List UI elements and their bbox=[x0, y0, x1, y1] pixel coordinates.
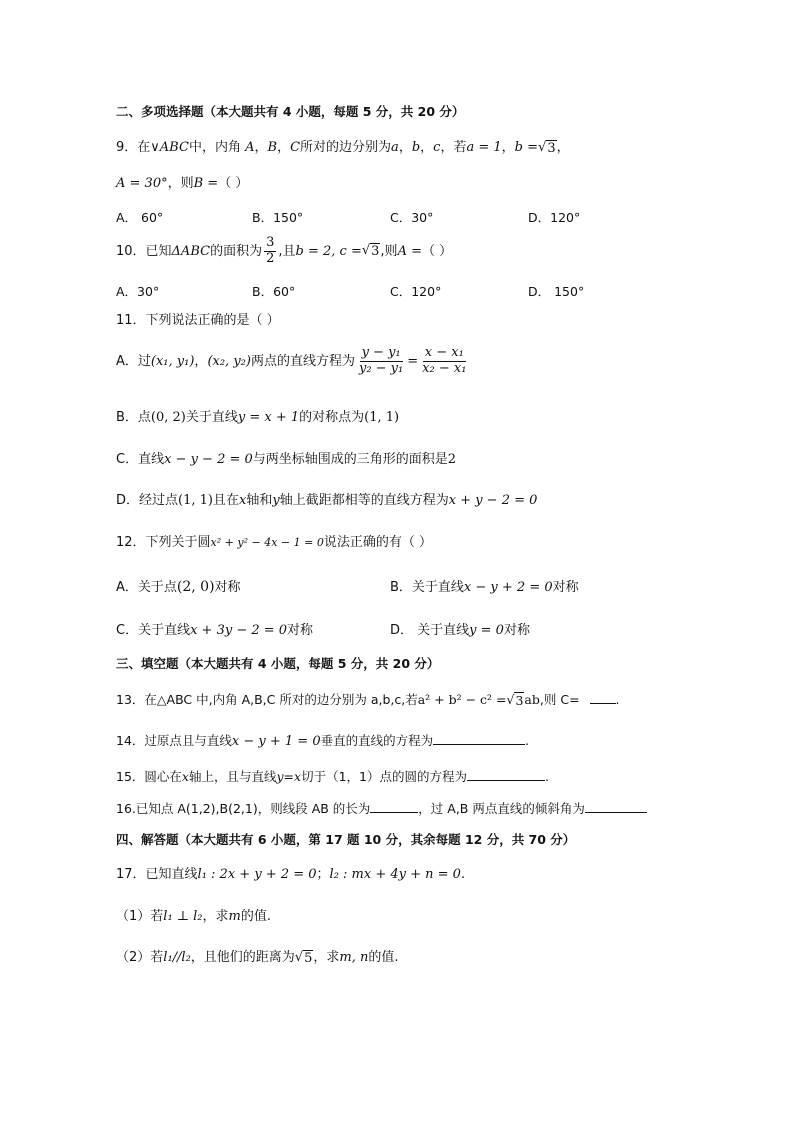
q12-c-line: x + 3y − 2 = 0 bbox=[190, 623, 288, 638]
q17-p2-prefix: （2）若 bbox=[116, 950, 164, 965]
q12-d-line: y = 0 bbox=[469, 623, 504, 638]
q11-b-text-2: 的对称点为 bbox=[299, 410, 365, 425]
q11-b-text-1: 关于直线 bbox=[185, 410, 238, 425]
q12-c-text: 对称 bbox=[287, 623, 314, 638]
q17-p1-end: 的值. bbox=[240, 909, 271, 924]
q11-d-x: x bbox=[238, 493, 247, 508]
q9-option-c: C．30° bbox=[390, 210, 434, 225]
q9-angle-a: A bbox=[245, 140, 255, 155]
q11-c-value: 2 bbox=[447, 452, 457, 467]
q17-line-2: l₂ : mx + 4y + n = 0 bbox=[329, 867, 461, 882]
q16-prefix: 16.已知点 A(1,2),B(2,1)，则线段 AB 的长为 bbox=[116, 801, 371, 816]
q10-sqrt-value: 3 bbox=[371, 244, 380, 260]
q11-a-point-2: (x₂, y₂) bbox=[207, 353, 251, 369]
q12-option-d bbox=[390, 619, 530, 638]
q17-p2-text-2: ，求 bbox=[313, 950, 340, 965]
q11-option-a bbox=[116, 346, 470, 377]
question-9-stem: 9．在∨ABC中，内角 A，B，C所对的边分别为a，b，c，若a = 1，b = √ 3 ， bbox=[116, 140, 570, 156]
q10-option-c: C．120° bbox=[390, 284, 442, 299]
q17-sep: ； bbox=[316, 867, 330, 882]
q17-p1-m: m bbox=[228, 909, 241, 924]
q10-ask: A = bbox=[397, 243, 422, 259]
q14-answer-blank[interactable] bbox=[433, 743, 525, 745]
q11-a-point-1: (x₁, y₁) bbox=[150, 353, 195, 369]
q16-text: ，过 A,B 两点直线的倾斜角为 bbox=[418, 801, 585, 816]
question-15 bbox=[116, 769, 549, 784]
q11-option-d bbox=[116, 493, 537, 509]
q11-a-prefix: A．过 bbox=[116, 353, 151, 369]
question-10-stem bbox=[116, 236, 452, 267]
q9-condition-2: b = bbox=[514, 140, 539, 155]
q17-p1-prefix: （1）若 bbox=[116, 909, 164, 924]
q17-prefix: 17．已知直线 bbox=[116, 867, 198, 882]
q11-d-text-2: 轴和 bbox=[246, 493, 273, 508]
q9-condition-1: a = 1 bbox=[466, 140, 502, 155]
q10-frac-den: 2 bbox=[266, 250, 275, 266]
q15-prefix: 15．圆心在 bbox=[116, 769, 182, 784]
q10-condition: b = 2, c = bbox=[295, 243, 362, 259]
q15-text-1: 轴上，且与直线 bbox=[188, 769, 277, 784]
q10-triangle: ΔABC bbox=[171, 243, 211, 259]
q11-a-frac1-num: y − y₁ bbox=[361, 345, 401, 360]
q17-p2-end: 的值. bbox=[368, 950, 399, 965]
q13-prefix: 13．在△ABC 中,内角 A,B,C 所对的边分别为 a,b,c,若 bbox=[116, 692, 418, 707]
q10-sqrt: √ 3 bbox=[361, 243, 380, 260]
q10-answer-paren: （ ） bbox=[421, 243, 453, 259]
q9-number: 9．在 bbox=[116, 140, 151, 155]
q11-option-b bbox=[116, 410, 399, 426]
q12-b-line: x − y + 2 = 0 bbox=[463, 580, 553, 595]
q9-text-3: ，若 bbox=[440, 140, 467, 155]
q17-p2-text: ，且他们的距离为 bbox=[190, 950, 295, 965]
q11-a-fraction-right bbox=[420, 346, 468, 377]
q10-option-a: A．30° bbox=[116, 284, 160, 299]
q17-p2-mn: m, n bbox=[339, 950, 369, 965]
q12-a-point: (2, 0) bbox=[176, 579, 215, 595]
q17-part-2 bbox=[116, 950, 399, 967]
q9-side-b: b bbox=[411, 140, 421, 155]
q12-d-text: 对称 bbox=[503, 623, 530, 638]
q11-b-point: (0, 2) bbox=[150, 410, 186, 425]
q9-answer-paren: （ ） bbox=[218, 176, 249, 191]
q13-equation-tail: ab bbox=[524, 692, 540, 707]
q9-angle-b: B bbox=[267, 140, 278, 155]
question-14 bbox=[116, 733, 529, 750]
q9-text-2: 所对的边分别为 bbox=[300, 140, 392, 155]
q11-d-prefix: D．经过点 bbox=[116, 493, 179, 508]
q10-option-d: D． 150° bbox=[528, 284, 585, 299]
q9-sqrt-value: 3 bbox=[547, 141, 556, 156]
q12-option-a bbox=[116, 576, 241, 595]
q17-p1-text: ，求 bbox=[202, 909, 229, 924]
q12-option-c bbox=[116, 619, 313, 638]
q11-c-prefix: C．直线 bbox=[116, 452, 165, 467]
q9-ask-b: B = bbox=[193, 176, 219, 191]
q9-option-b: B．150° bbox=[252, 210, 304, 225]
q10-text-1: 的面积为 bbox=[210, 243, 263, 259]
q10-option-b: B．60° bbox=[252, 284, 296, 299]
question-12-stem bbox=[116, 535, 432, 551]
q11-d-point: (1, 1) bbox=[178, 493, 213, 508]
q11-a-sep: ， bbox=[194, 353, 208, 369]
section-3-title: 三、填空题（本大题共有 4 小题，每题 5 分，共 20 分） bbox=[116, 656, 440, 671]
q12-d-prefix: D． 关于直线 bbox=[390, 623, 470, 638]
q11-b-line: y = x + 1 bbox=[237, 410, 300, 425]
q11-a-equals: = bbox=[407, 353, 419, 369]
q11-d-y: y bbox=[272, 493, 280, 508]
q17-p2-condition: l₁//l₂ bbox=[163, 950, 191, 965]
q9-given-a: A = 30° bbox=[116, 176, 168, 191]
question-9-line-2 bbox=[116, 176, 248, 192]
q9-text-1: 中，内角 bbox=[188, 140, 241, 155]
q9-sqrt: √ 3 bbox=[538, 140, 556, 156]
q17-part-1 bbox=[116, 909, 271, 925]
question-11-stem: 11．下列说法正确的是（ ） bbox=[116, 313, 280, 328]
q9-side-c: c bbox=[433, 140, 441, 155]
q16-length-blank[interactable] bbox=[370, 811, 418, 813]
q14-prefix: 14．过原点且与直线 bbox=[116, 733, 232, 748]
q13-equation: a² + b² − c² = bbox=[417, 692, 507, 707]
section-2-title: 二、多项选择题（本大题共有 4 小题，每题 5 分，共 20 分） bbox=[116, 104, 465, 119]
q11-c-text: 与两坐标轴围成的三角形的面积是 bbox=[252, 452, 448, 467]
q17-p1-condition: l₁ ⊥ l₂ bbox=[163, 909, 203, 924]
q11-b-prefix: B．点 bbox=[116, 410, 151, 425]
q11-a-frac2-num: x − x₁ bbox=[424, 345, 464, 360]
q9-triangle: ∨ABC bbox=[150, 140, 189, 155]
q12-text: 说法正确的有（ ） bbox=[323, 535, 432, 550]
q13-sqrt: √ 3 bbox=[506, 692, 524, 708]
q9-text-4: ，则 bbox=[167, 176, 194, 191]
q12-prefix: 12．下列关于圆 bbox=[116, 535, 211, 550]
question-13 bbox=[116, 692, 620, 708]
q11-d-text-3: 轴上截距都相等的直线方程为 bbox=[279, 493, 449, 508]
q9-angle-c: C bbox=[290, 140, 301, 155]
q10-frac-num: 3 bbox=[266, 235, 275, 250]
q11-a-frac2-den: x₂ − x₁ bbox=[422, 360, 467, 376]
q13-text: ,则 C= bbox=[539, 692, 580, 707]
section-4-title: 四、解答题（本大题共有 6 小题，第 17 题 10 分，其余每题 12 分，共 70 分） bbox=[116, 832, 576, 847]
q14-end: . bbox=[525, 733, 530, 748]
q14-text: 垂直的直线的方程为 bbox=[320, 733, 434, 748]
q12-option-b bbox=[390, 576, 579, 595]
q10-number: 10．已知 bbox=[116, 243, 172, 259]
q12-b-text: 对称 bbox=[552, 580, 579, 595]
q9-option-a: A． 60° bbox=[116, 210, 164, 225]
question-16 bbox=[116, 801, 647, 816]
q15-end: . bbox=[545, 769, 549, 784]
q11-c-line: x − y − 2 = 0 bbox=[164, 452, 253, 467]
q15-answer-blank[interactable] bbox=[467, 779, 545, 781]
q11-d-text-1: 且在 bbox=[212, 493, 239, 508]
q17-line-1: l₁ : 2x + y + 2 = 0 bbox=[197, 867, 317, 882]
q10-text-3: ,则 bbox=[380, 243, 398, 259]
q17-p2-sqrt-value: 5 bbox=[304, 951, 313, 966]
q11-a-fraction-left bbox=[357, 346, 405, 377]
q16-angle-blank[interactable] bbox=[585, 811, 647, 813]
q12-a-prefix: A．关于点 bbox=[116, 580, 177, 595]
q11-b-result: (1, 1) bbox=[364, 410, 400, 425]
q12-circle-equation: x² + y² − 4x − 1 = 0 bbox=[210, 536, 324, 549]
q13-end: . bbox=[615, 692, 620, 707]
q14-line: x − y + 1 = 0 bbox=[231, 734, 321, 749]
q11-d-line: x + y − 2 = 0 bbox=[448, 493, 538, 508]
q10-area-fraction bbox=[264, 236, 276, 267]
q15-line: y=x bbox=[276, 769, 302, 784]
q12-c-prefix: C．关于直线 bbox=[116, 623, 191, 638]
q9-option-d: D．120° bbox=[528, 210, 581, 225]
q10-text-2: ,且 bbox=[278, 243, 296, 259]
q15-x: x bbox=[181, 769, 189, 784]
q13-answer-blank[interactable] bbox=[590, 702, 616, 704]
q11-a-text: 两点的直线方程为 bbox=[250, 353, 355, 369]
q12-a-text: 对称 bbox=[214, 580, 241, 595]
question-17-stem bbox=[116, 867, 465, 883]
q17-p2-sqrt: √ 5 bbox=[294, 950, 313, 966]
q17-end: . bbox=[460, 867, 466, 882]
q9-side-a: a bbox=[391, 140, 399, 155]
q11-option-c bbox=[116, 452, 456, 468]
q13-sqrt-value: 3 bbox=[515, 693, 524, 708]
q15-text-2: 切于（1，1）点的圆的方程为 bbox=[301, 769, 467, 784]
q11-a-frac1-den: y₂ − y₁ bbox=[358, 360, 404, 376]
q12-b-prefix: B．关于直线 bbox=[390, 580, 464, 595]
